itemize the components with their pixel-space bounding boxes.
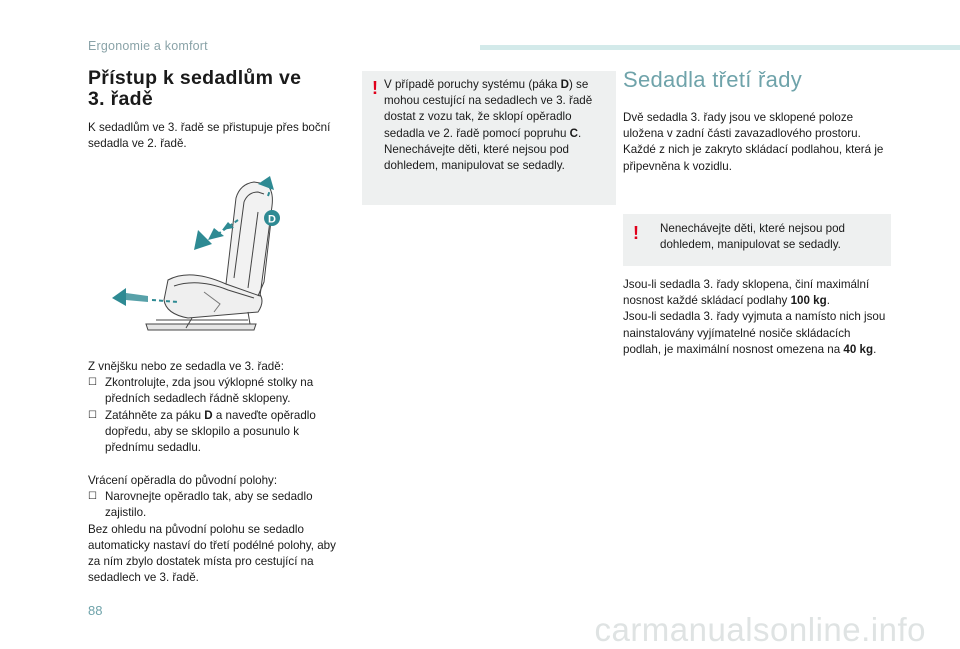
warning-box-right — [623, 214, 891, 266]
right-column — [623, 60, 891, 175]
return-block — [88, 473, 350, 586]
warning-exclamation-icon: ! — [372, 78, 378, 98]
watermark: carmanualsonline.info — [594, 611, 926, 648]
checkbox-icon: ☐ — [88, 409, 97, 421]
list-item: ☐ Zkontrolujte, zda jsou výklopné stolky na předních sedadlech řádně sklopeny. — [88, 376, 314, 406]
load-capacity-folded: Jsou-li sedadla 3. řady sklopena, činí maximální nosnost každé skládací podlahy 100 kg. — [623, 278, 870, 308]
load-capacity-removed: Jsou-li sedadla 3. řady vyjmuta a namísto nich jsou nainstalovány vyjímatelné nosiče skládacích podlah, je maximální nosnost omezena na 40 kg. — [623, 310, 886, 356]
third-row-intro: Dvě sedadla 3. řady jsou ve sklopené poloze uložena v zadní části zavazadlového prostoru. Každé z nich je zakryto skládací podlahou, která je připevněna k vozidlu. — [623, 111, 884, 173]
page-number: 88 — [88, 603, 103, 618]
checkbox-icon: ☐ — [88, 377, 97, 389]
from-outside-block — [88, 359, 350, 456]
warning-text-right: Nenechávejte děti, které nejsou pod dohledem, manipulovat se sedadly. — [660, 222, 845, 252]
header-bar — [480, 45, 960, 50]
title-line-1: Přístup k sedadlům ve — [88, 67, 302, 89]
return-list — [88, 489, 350, 521]
section-title-third-row: Sedadla třetí řady — [623, 67, 803, 92]
return-paragraph: Bez ohledu na původní polohu se sedadlo automaticky nastaví do třetí podélné polohy, aby za ním zbylo dostatek místa pro cestující na sedadlech ve 3. řadě. — [88, 522, 336, 585]
intro-paragraph: K sedadlům ve 3. řadě se přistupuje přes boční sedadla ve 2. řadě. — [88, 121, 331, 151]
running-header: Ergonomie a komfort — [88, 39, 208, 53]
warning-exclamation-icon: ! — [633, 223, 639, 243]
left-column — [88, 60, 350, 152]
lever-d-label: D — [268, 213, 276, 226]
warning-box-middle — [362, 71, 616, 205]
seat-illustration — [108, 172, 318, 336]
load-capacity-block — [623, 277, 891, 358]
list-item: ☐ Narovnejte opěradlo tak, aby se sedadlo zajistilo. — [88, 490, 313, 520]
list-item: ☐ Zatáhněte za páku D a naveďte opěradlo dopředu, aby se sklopilo a posunulo k přednímu sedadlu. — [88, 408, 316, 455]
checkbox-icon: ☐ — [88, 491, 97, 503]
from-outside-list — [88, 375, 350, 456]
warning-text-middle: V případě poruchy systému (páka D) se mohou cestující na sedadlech ve 3. řadě dostat z vozu tak, že sklopí opěradlo sedadla ve 2. řadě pomocí popruhu C. Nenechávejte děti, které nejsou pod dohledem, manipulovat se sedadly. — [384, 78, 593, 173]
title-line-2: 3. řadě — [88, 88, 153, 110]
section-title-access — [88, 68, 350, 110]
return-lead: Vrácení opěradla do původní polohy: — [88, 474, 278, 487]
from-outside-lead: Z vnějšku nebo ze sedadla ve 3. řadě: — [88, 360, 284, 373]
